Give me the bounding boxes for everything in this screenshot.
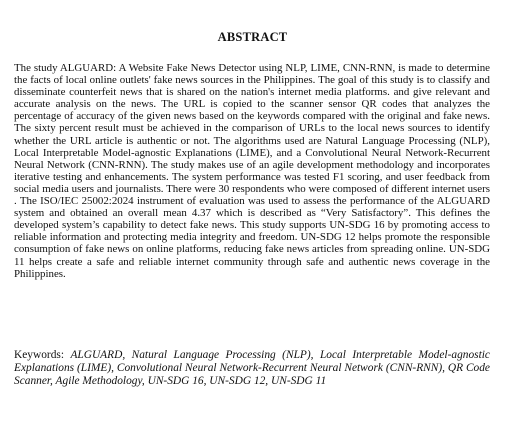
corner-mark	[498, 0, 500, 6]
abstract-heading: ABSTRACT	[217, 30, 288, 44]
keywords-label: Keywords:	[14, 349, 64, 361]
abstract-paragraph: The study ALGUARD: A Website Fake News Detector using NLP, LIME, CNN-RNN, is made to determine the facts of local online outlets' fake news sources in the Philippines. The goal of this study is to classify and disseminate counterfeit news that is shared on the nation's internet media platforms. and give relevant and accurate analysis on the news. The URL is copied to the scanner sensor QR codes that analyzes the percentage of accuracy of the given news based on the keywords compared with the original and fake news. The sixty percent result must be achieved in the comparison of URLs to the local news sources to identify whether the URL article is authentic or not. The algorithms used are Natural Language Processing (NLP), Local Interpretable Model-agnostic Explanations (LIME), and a Convolutional Neural Network-Recurrent Neural Network (CNN-RNN). The study makes use of an agile development methodology and incorporates iterative testing and enhancements. The system performance was tested F1 scoring, and user feedback from social media users and journalists. There were 30 respondents who were composed of different internet users . The ISO/IEC 25002:2024 instrument of evaluation was used to assess the performance of the ALGUARD system and obtained an overall mean 4.37 which is described as “Very Satisfactory”. This defines the developed system’s capability to detect fake news. This study supports UN-SDG 16 by promoting access to reliable information and protecting media integrity and freedom. UN-SDG 12 helps promote the responsible consumption of fake news on online platforms, reducing fake news articles from spreading online. UN-SDG 11 helps create a safe and reliable internet community through safe and authentic news coverage in the Philippines.	[14, 62, 490, 280]
keywords-list: ALGUARD, Natural Language Processing (NLP), Local Interpretable Model-agnostic Explanations (LIME), Convolutional Neural Network-Recurrent Neural Network (CNN-RNN), QR Code Scanner, Agile Methodology, UN-SDG 16, UN-SDG 12, UN-SDG 11	[14, 349, 490, 388]
keywords-section	[14, 349, 490, 389]
